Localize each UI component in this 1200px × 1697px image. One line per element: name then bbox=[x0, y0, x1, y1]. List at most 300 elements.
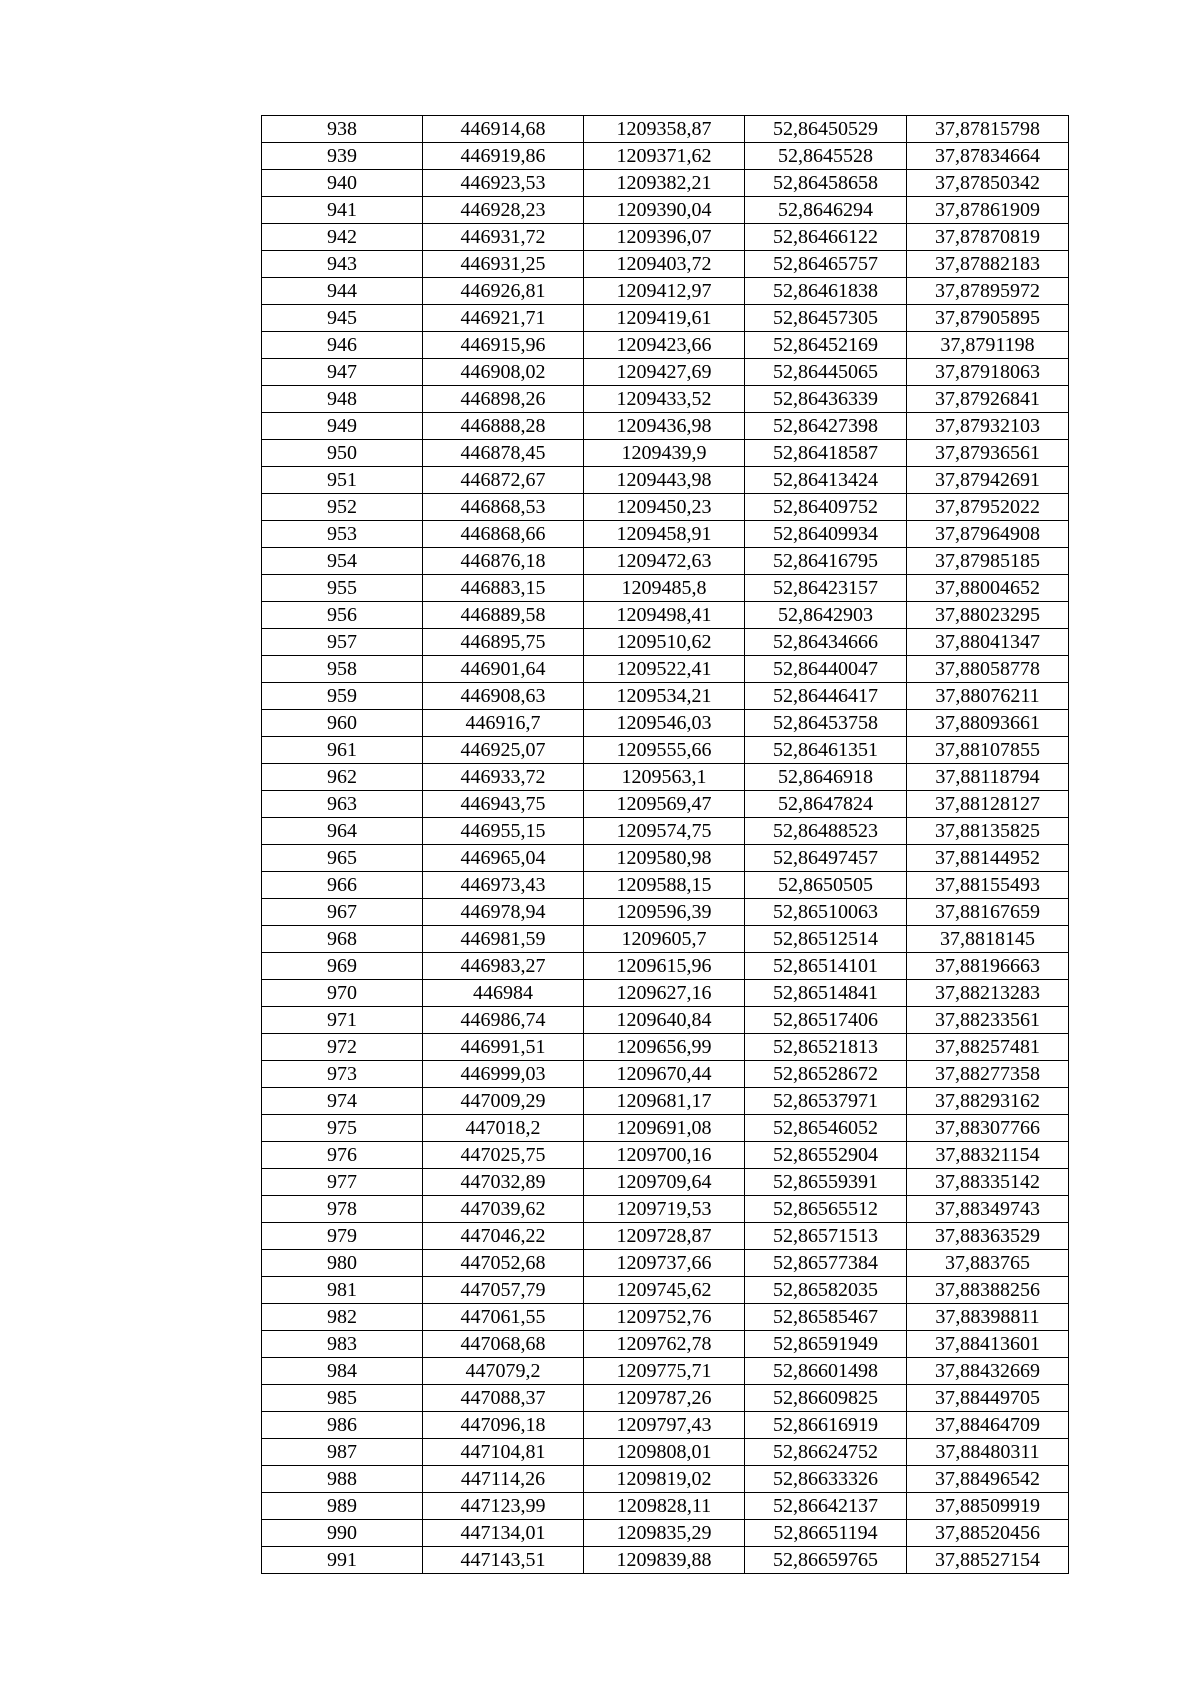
table-row bbox=[262, 953, 1069, 980]
table-row bbox=[262, 1304, 1069, 1331]
x-coordinate-cell: 446876,18 bbox=[423, 548, 584, 575]
table-row bbox=[262, 575, 1069, 602]
table-row bbox=[262, 1385, 1069, 1412]
x-coordinate-cell: 447079,2 bbox=[423, 1358, 584, 1385]
latitude-cell: 52,86458658 bbox=[745, 170, 907, 197]
point-number-cell: 960 bbox=[262, 710, 423, 737]
point-number-cell: 991 bbox=[262, 1547, 423, 1574]
longitude-cell: 37,88144952 bbox=[907, 845, 1069, 872]
point-number-cell: 961 bbox=[262, 737, 423, 764]
table-row bbox=[262, 1115, 1069, 1142]
y-coordinate-cell: 1209596,39 bbox=[584, 899, 745, 926]
point-number-cell: 941 bbox=[262, 197, 423, 224]
latitude-cell: 52,86440047 bbox=[745, 656, 907, 683]
latitude-cell: 52,86528672 bbox=[745, 1061, 907, 1088]
x-coordinate-cell: 446955,15 bbox=[423, 818, 584, 845]
y-coordinate-cell: 1209443,98 bbox=[584, 467, 745, 494]
longitude-cell: 37,88004652 bbox=[907, 575, 1069, 602]
latitude-cell: 52,86427398 bbox=[745, 413, 907, 440]
table-row bbox=[262, 899, 1069, 926]
point-number-cell: 980 bbox=[262, 1250, 423, 1277]
y-coordinate-cell: 1209656,99 bbox=[584, 1034, 745, 1061]
point-number-cell: 947 bbox=[262, 359, 423, 386]
x-coordinate-cell: 446895,75 bbox=[423, 629, 584, 656]
point-number-cell: 951 bbox=[262, 467, 423, 494]
point-number-cell: 964 bbox=[262, 818, 423, 845]
y-coordinate-cell: 1209762,78 bbox=[584, 1331, 745, 1358]
x-coordinate-cell: 446925,07 bbox=[423, 737, 584, 764]
latitude-cell: 52,86559391 bbox=[745, 1169, 907, 1196]
point-number-cell: 988 bbox=[262, 1466, 423, 1493]
y-coordinate-cell: 1209555,66 bbox=[584, 737, 745, 764]
table-row bbox=[262, 1007, 1069, 1034]
longitude-cell: 37,88233561 bbox=[907, 1007, 1069, 1034]
longitude-cell: 37,88520456 bbox=[907, 1520, 1069, 1547]
point-number-cell: 985 bbox=[262, 1385, 423, 1412]
point-number-cell: 972 bbox=[262, 1034, 423, 1061]
table-row bbox=[262, 548, 1069, 575]
point-number-cell: 946 bbox=[262, 332, 423, 359]
coordinates-table bbox=[261, 115, 1069, 1574]
latitude-cell: 52,86642137 bbox=[745, 1493, 907, 1520]
x-coordinate-cell: 447025,75 bbox=[423, 1142, 584, 1169]
longitude-cell: 37,88349743 bbox=[907, 1196, 1069, 1223]
latitude-cell: 52,86552904 bbox=[745, 1142, 907, 1169]
table-row bbox=[262, 1439, 1069, 1466]
table-row bbox=[262, 332, 1069, 359]
y-coordinate-cell: 1209498,41 bbox=[584, 602, 745, 629]
latitude-cell: 52,86577384 bbox=[745, 1250, 907, 1277]
x-coordinate-cell: 446901,64 bbox=[423, 656, 584, 683]
longitude-cell: 37,88155493 bbox=[907, 872, 1069, 899]
longitude-cell: 37,88335142 bbox=[907, 1169, 1069, 1196]
latitude-cell: 52,86565512 bbox=[745, 1196, 907, 1223]
y-coordinate-cell: 1209615,96 bbox=[584, 953, 745, 980]
y-coordinate-cell: 1209719,53 bbox=[584, 1196, 745, 1223]
longitude-cell: 37,88135825 bbox=[907, 818, 1069, 845]
table-row bbox=[262, 1142, 1069, 1169]
point-number-cell: 949 bbox=[262, 413, 423, 440]
longitude-cell: 37,87834664 bbox=[907, 143, 1069, 170]
x-coordinate-cell: 446878,45 bbox=[423, 440, 584, 467]
table-row bbox=[262, 1223, 1069, 1250]
point-number-cell: 968 bbox=[262, 926, 423, 953]
point-number-cell: 945 bbox=[262, 305, 423, 332]
table-row bbox=[262, 1493, 1069, 1520]
x-coordinate-cell: 447123,99 bbox=[423, 1493, 584, 1520]
longitude-cell: 37,87936561 bbox=[907, 440, 1069, 467]
table-row bbox=[262, 1034, 1069, 1061]
table-row bbox=[262, 1520, 1069, 1547]
x-coordinate-cell: 446908,02 bbox=[423, 359, 584, 386]
latitude-cell: 52,86585467 bbox=[745, 1304, 907, 1331]
table-row bbox=[262, 278, 1069, 305]
point-number-cell: 975 bbox=[262, 1115, 423, 1142]
table-row bbox=[262, 791, 1069, 818]
point-number-cell: 956 bbox=[262, 602, 423, 629]
longitude-cell: 37,88058778 bbox=[907, 656, 1069, 683]
latitude-cell: 52,86591949 bbox=[745, 1331, 907, 1358]
y-coordinate-cell: 1209627,16 bbox=[584, 980, 745, 1007]
point-number-cell: 942 bbox=[262, 224, 423, 251]
point-number-cell: 971 bbox=[262, 1007, 423, 1034]
table-row bbox=[262, 764, 1069, 791]
latitude-cell: 52,86512514 bbox=[745, 926, 907, 953]
y-coordinate-cell: 1209797,43 bbox=[584, 1412, 745, 1439]
longitude-cell: 37,88128127 bbox=[907, 791, 1069, 818]
point-number-cell: 976 bbox=[262, 1142, 423, 1169]
point-number-cell: 953 bbox=[262, 521, 423, 548]
y-coordinate-cell: 1209828,11 bbox=[584, 1493, 745, 1520]
point-number-cell: 990 bbox=[262, 1520, 423, 1547]
y-coordinate-cell: 1209436,98 bbox=[584, 413, 745, 440]
y-coordinate-cell: 1209681,17 bbox=[584, 1088, 745, 1115]
point-number-cell: 982 bbox=[262, 1304, 423, 1331]
longitude-cell: 37,87952022 bbox=[907, 494, 1069, 521]
point-number-cell: 973 bbox=[262, 1061, 423, 1088]
latitude-cell: 52,86616919 bbox=[745, 1412, 907, 1439]
point-number-cell: 979 bbox=[262, 1223, 423, 1250]
latitude-cell: 52,86514101 bbox=[745, 953, 907, 980]
y-coordinate-cell: 1209371,62 bbox=[584, 143, 745, 170]
point-number-cell: 940 bbox=[262, 170, 423, 197]
point-number-cell: 952 bbox=[262, 494, 423, 521]
point-number-cell: 950 bbox=[262, 440, 423, 467]
x-coordinate-cell: 446915,96 bbox=[423, 332, 584, 359]
y-coordinate-cell: 1209709,64 bbox=[584, 1169, 745, 1196]
point-number-cell: 939 bbox=[262, 143, 423, 170]
x-coordinate-cell: 446898,26 bbox=[423, 386, 584, 413]
y-coordinate-cell: 1209427,69 bbox=[584, 359, 745, 386]
longitude-cell: 37,87850342 bbox=[907, 170, 1069, 197]
x-coordinate-cell: 447018,2 bbox=[423, 1115, 584, 1142]
x-coordinate-cell: 447052,68 bbox=[423, 1250, 584, 1277]
latitude-cell: 52,8646918 bbox=[745, 764, 907, 791]
y-coordinate-cell: 1209808,01 bbox=[584, 1439, 745, 1466]
table-row bbox=[262, 1466, 1069, 1493]
latitude-cell: 52,8642903 bbox=[745, 602, 907, 629]
table-row bbox=[262, 494, 1069, 521]
longitude-cell: 37,87985185 bbox=[907, 548, 1069, 575]
latitude-cell: 52,86465757 bbox=[745, 251, 907, 278]
point-number-cell: 958 bbox=[262, 656, 423, 683]
x-coordinate-cell: 447096,18 bbox=[423, 1412, 584, 1439]
longitude-cell: 37,88432669 bbox=[907, 1358, 1069, 1385]
y-coordinate-cell: 1209510,62 bbox=[584, 629, 745, 656]
table-row bbox=[262, 656, 1069, 683]
x-coordinate-cell: 446931,25 bbox=[423, 251, 584, 278]
point-number-cell: 954 bbox=[262, 548, 423, 575]
longitude-cell: 37,87861909 bbox=[907, 197, 1069, 224]
x-coordinate-cell: 447057,79 bbox=[423, 1277, 584, 1304]
latitude-cell: 52,86510063 bbox=[745, 899, 907, 926]
y-coordinate-cell: 1209485,8 bbox=[584, 575, 745, 602]
longitude-cell: 37,88449705 bbox=[907, 1385, 1069, 1412]
x-coordinate-cell: 446868,53 bbox=[423, 494, 584, 521]
y-coordinate-cell: 1209835,29 bbox=[584, 1520, 745, 1547]
longitude-cell: 37,88196663 bbox=[907, 953, 1069, 980]
latitude-cell: 52,86624752 bbox=[745, 1439, 907, 1466]
latitude-cell: 52,86452169 bbox=[745, 332, 907, 359]
latitude-cell: 52,86457305 bbox=[745, 305, 907, 332]
x-coordinate-cell: 446872,67 bbox=[423, 467, 584, 494]
y-coordinate-cell: 1209390,04 bbox=[584, 197, 745, 224]
x-coordinate-cell: 446883,15 bbox=[423, 575, 584, 602]
y-coordinate-cell: 1209419,61 bbox=[584, 305, 745, 332]
point-number-cell: 969 bbox=[262, 953, 423, 980]
table-row bbox=[262, 386, 1069, 413]
point-number-cell: 970 bbox=[262, 980, 423, 1007]
x-coordinate-cell: 446928,23 bbox=[423, 197, 584, 224]
y-coordinate-cell: 1209546,03 bbox=[584, 710, 745, 737]
latitude-cell: 52,86413424 bbox=[745, 467, 907, 494]
latitude-cell: 52,8650505 bbox=[745, 872, 907, 899]
x-coordinate-cell: 446986,74 bbox=[423, 1007, 584, 1034]
y-coordinate-cell: 1209412,97 bbox=[584, 278, 745, 305]
x-coordinate-cell: 446923,53 bbox=[423, 170, 584, 197]
latitude-cell: 52,8647824 bbox=[745, 791, 907, 818]
latitude-cell: 52,86434666 bbox=[745, 629, 907, 656]
x-coordinate-cell: 447039,62 bbox=[423, 1196, 584, 1223]
longitude-cell: 37,88167659 bbox=[907, 899, 1069, 926]
latitude-cell: 52,86488523 bbox=[745, 818, 907, 845]
longitude-cell: 37,87932103 bbox=[907, 413, 1069, 440]
x-coordinate-cell: 446921,71 bbox=[423, 305, 584, 332]
latitude-cell: 52,86601498 bbox=[745, 1358, 907, 1385]
latitude-cell: 52,86445065 bbox=[745, 359, 907, 386]
latitude-cell: 52,86461351 bbox=[745, 737, 907, 764]
longitude-cell: 37,8791198 bbox=[907, 332, 1069, 359]
y-coordinate-cell: 1209472,63 bbox=[584, 548, 745, 575]
point-number-cell: 987 bbox=[262, 1439, 423, 1466]
point-number-cell: 966 bbox=[262, 872, 423, 899]
x-coordinate-cell: 446914,68 bbox=[423, 116, 584, 143]
y-coordinate-cell: 1209775,71 bbox=[584, 1358, 745, 1385]
longitude-cell: 37,8818145 bbox=[907, 926, 1069, 953]
x-coordinate-cell: 447104,81 bbox=[423, 1439, 584, 1466]
y-coordinate-cell: 1209358,87 bbox=[584, 116, 745, 143]
longitude-cell: 37,88321154 bbox=[907, 1142, 1069, 1169]
y-coordinate-cell: 1209382,21 bbox=[584, 170, 745, 197]
latitude-cell: 52,86497457 bbox=[745, 845, 907, 872]
table-row bbox=[262, 1250, 1069, 1277]
latitude-cell: 52,86418587 bbox=[745, 440, 907, 467]
latitude-cell: 52,86571513 bbox=[745, 1223, 907, 1250]
x-coordinate-cell: 446888,28 bbox=[423, 413, 584, 440]
x-coordinate-cell: 447068,68 bbox=[423, 1331, 584, 1358]
x-coordinate-cell: 446981,59 bbox=[423, 926, 584, 953]
latitude-cell: 52,86436339 bbox=[745, 386, 907, 413]
latitude-cell: 52,86537971 bbox=[745, 1088, 907, 1115]
table-row bbox=[262, 224, 1069, 251]
x-coordinate-cell: 446916,7 bbox=[423, 710, 584, 737]
y-coordinate-cell: 1209580,98 bbox=[584, 845, 745, 872]
latitude-cell: 52,86659765 bbox=[745, 1547, 907, 1574]
x-coordinate-cell: 446868,66 bbox=[423, 521, 584, 548]
table-row bbox=[262, 359, 1069, 386]
longitude-cell: 37,87942691 bbox=[907, 467, 1069, 494]
y-coordinate-cell: 1209588,15 bbox=[584, 872, 745, 899]
table-row bbox=[262, 1412, 1069, 1439]
table-row bbox=[262, 872, 1069, 899]
y-coordinate-cell: 1209670,44 bbox=[584, 1061, 745, 1088]
longitude-cell: 37,88363529 bbox=[907, 1223, 1069, 1250]
latitude-cell: 52,86514841 bbox=[745, 980, 907, 1007]
point-number-cell: 978 bbox=[262, 1196, 423, 1223]
latitude-cell: 52,86582035 bbox=[745, 1277, 907, 1304]
latitude-cell: 52,86446417 bbox=[745, 683, 907, 710]
y-coordinate-cell: 1209752,76 bbox=[584, 1304, 745, 1331]
latitude-cell: 52,86450529 bbox=[745, 116, 907, 143]
latitude-cell: 52,86461838 bbox=[745, 278, 907, 305]
latitude-cell: 52,86466122 bbox=[745, 224, 907, 251]
longitude-cell: 37,88277358 bbox=[907, 1061, 1069, 1088]
latitude-cell: 52,86409752 bbox=[745, 494, 907, 521]
y-coordinate-cell: 1209439,9 bbox=[584, 440, 745, 467]
point-number-cell: 938 bbox=[262, 116, 423, 143]
longitude-cell: 37,87926841 bbox=[907, 386, 1069, 413]
x-coordinate-cell: 446943,75 bbox=[423, 791, 584, 818]
longitude-cell: 37,88118794 bbox=[907, 764, 1069, 791]
y-coordinate-cell: 1209839,88 bbox=[584, 1547, 745, 1574]
longitude-cell: 37,88307766 bbox=[907, 1115, 1069, 1142]
latitude-cell: 52,86517406 bbox=[745, 1007, 907, 1034]
table-row bbox=[262, 170, 1069, 197]
latitude-cell: 52,8645528 bbox=[745, 143, 907, 170]
x-coordinate-cell: 446908,63 bbox=[423, 683, 584, 710]
longitude-cell: 37,88413601 bbox=[907, 1331, 1069, 1358]
y-coordinate-cell: 1209737,66 bbox=[584, 1250, 745, 1277]
table-row bbox=[262, 710, 1069, 737]
table-row bbox=[262, 1331, 1069, 1358]
table-row bbox=[262, 1547, 1069, 1574]
table-row bbox=[262, 521, 1069, 548]
table-row bbox=[262, 467, 1069, 494]
point-number-cell: 989 bbox=[262, 1493, 423, 1520]
longitude-cell: 37,88076211 bbox=[907, 683, 1069, 710]
table-row bbox=[262, 1169, 1069, 1196]
y-coordinate-cell: 1209458,91 bbox=[584, 521, 745, 548]
y-coordinate-cell: 1209691,08 bbox=[584, 1115, 745, 1142]
latitude-cell: 52,86453758 bbox=[745, 710, 907, 737]
y-coordinate-cell: 1209640,84 bbox=[584, 1007, 745, 1034]
table-row bbox=[262, 1358, 1069, 1385]
table-row bbox=[262, 1061, 1069, 1088]
point-number-cell: 963 bbox=[262, 791, 423, 818]
x-coordinate-cell: 446984 bbox=[423, 980, 584, 1007]
point-number-cell: 967 bbox=[262, 899, 423, 926]
table-row bbox=[262, 602, 1069, 629]
x-coordinate-cell: 446965,04 bbox=[423, 845, 584, 872]
table-row bbox=[262, 440, 1069, 467]
latitude-cell: 52,86423157 bbox=[745, 575, 907, 602]
point-number-cell: 957 bbox=[262, 629, 423, 656]
y-coordinate-cell: 1209819,02 bbox=[584, 1466, 745, 1493]
y-coordinate-cell: 1209787,26 bbox=[584, 1385, 745, 1412]
latitude-cell: 52,86651194 bbox=[745, 1520, 907, 1547]
y-coordinate-cell: 1209433,52 bbox=[584, 386, 745, 413]
y-coordinate-cell: 1209396,07 bbox=[584, 224, 745, 251]
table-row bbox=[262, 926, 1069, 953]
point-number-cell: 959 bbox=[262, 683, 423, 710]
longitude-cell: 37,88480311 bbox=[907, 1439, 1069, 1466]
x-coordinate-cell: 446919,86 bbox=[423, 143, 584, 170]
x-coordinate-cell: 446999,03 bbox=[423, 1061, 584, 1088]
table-row bbox=[262, 818, 1069, 845]
x-coordinate-cell: 447143,51 bbox=[423, 1547, 584, 1574]
table-row bbox=[262, 980, 1069, 1007]
x-coordinate-cell: 446991,51 bbox=[423, 1034, 584, 1061]
longitude-cell: 37,88041347 bbox=[907, 629, 1069, 656]
longitude-cell: 37,88213283 bbox=[907, 980, 1069, 1007]
longitude-cell: 37,883765 bbox=[907, 1250, 1069, 1277]
x-coordinate-cell: 447009,29 bbox=[423, 1088, 584, 1115]
y-coordinate-cell: 1209605,7 bbox=[584, 926, 745, 953]
x-coordinate-cell: 446978,94 bbox=[423, 899, 584, 926]
x-coordinate-cell: 447061,55 bbox=[423, 1304, 584, 1331]
x-coordinate-cell: 446973,43 bbox=[423, 872, 584, 899]
coordinates-table-body bbox=[262, 116, 1069, 1574]
table-row bbox=[262, 116, 1069, 143]
y-coordinate-cell: 1209745,62 bbox=[584, 1277, 745, 1304]
latitude-cell: 52,86633326 bbox=[745, 1466, 907, 1493]
point-number-cell: 974 bbox=[262, 1088, 423, 1115]
longitude-cell: 37,87895972 bbox=[907, 278, 1069, 305]
x-coordinate-cell: 447046,22 bbox=[423, 1223, 584, 1250]
longitude-cell: 37,88509919 bbox=[907, 1493, 1069, 1520]
x-coordinate-cell: 447114,26 bbox=[423, 1466, 584, 1493]
x-coordinate-cell: 447134,01 bbox=[423, 1520, 584, 1547]
point-number-cell: 962 bbox=[262, 764, 423, 791]
longitude-cell: 37,88257481 bbox=[907, 1034, 1069, 1061]
longitude-cell: 37,88023295 bbox=[907, 602, 1069, 629]
x-coordinate-cell: 447088,37 bbox=[423, 1385, 584, 1412]
table-row bbox=[262, 629, 1069, 656]
latitude-cell: 52,86416795 bbox=[745, 548, 907, 575]
longitude-cell: 37,87870819 bbox=[907, 224, 1069, 251]
point-number-cell: 955 bbox=[262, 575, 423, 602]
table-row bbox=[262, 737, 1069, 764]
x-coordinate-cell: 446931,72 bbox=[423, 224, 584, 251]
x-coordinate-cell: 446889,58 bbox=[423, 602, 584, 629]
latitude-cell: 52,86546052 bbox=[745, 1115, 907, 1142]
y-coordinate-cell: 1209423,66 bbox=[584, 332, 745, 359]
latitude-cell: 52,86521813 bbox=[745, 1034, 907, 1061]
y-coordinate-cell: 1209700,16 bbox=[584, 1142, 745, 1169]
longitude-cell: 37,88496542 bbox=[907, 1466, 1069, 1493]
longitude-cell: 37,88464709 bbox=[907, 1412, 1069, 1439]
point-number-cell: 986 bbox=[262, 1412, 423, 1439]
table-row bbox=[262, 1277, 1069, 1304]
point-number-cell: 944 bbox=[262, 278, 423, 305]
y-coordinate-cell: 1209534,21 bbox=[584, 683, 745, 710]
longitude-cell: 37,88293162 bbox=[907, 1088, 1069, 1115]
point-number-cell: 983 bbox=[262, 1331, 423, 1358]
longitude-cell: 37,88107855 bbox=[907, 737, 1069, 764]
latitude-cell: 52,86409934 bbox=[745, 521, 907, 548]
x-coordinate-cell: 446933,72 bbox=[423, 764, 584, 791]
table-row bbox=[262, 143, 1069, 170]
point-number-cell: 965 bbox=[262, 845, 423, 872]
y-coordinate-cell: 1209574,75 bbox=[584, 818, 745, 845]
point-number-cell: 981 bbox=[262, 1277, 423, 1304]
y-coordinate-cell: 1209450,23 bbox=[584, 494, 745, 521]
longitude-cell: 37,88398811 bbox=[907, 1304, 1069, 1331]
latitude-cell: 52,8646294 bbox=[745, 197, 907, 224]
table-row bbox=[262, 413, 1069, 440]
point-number-cell: 948 bbox=[262, 386, 423, 413]
table-row bbox=[262, 683, 1069, 710]
